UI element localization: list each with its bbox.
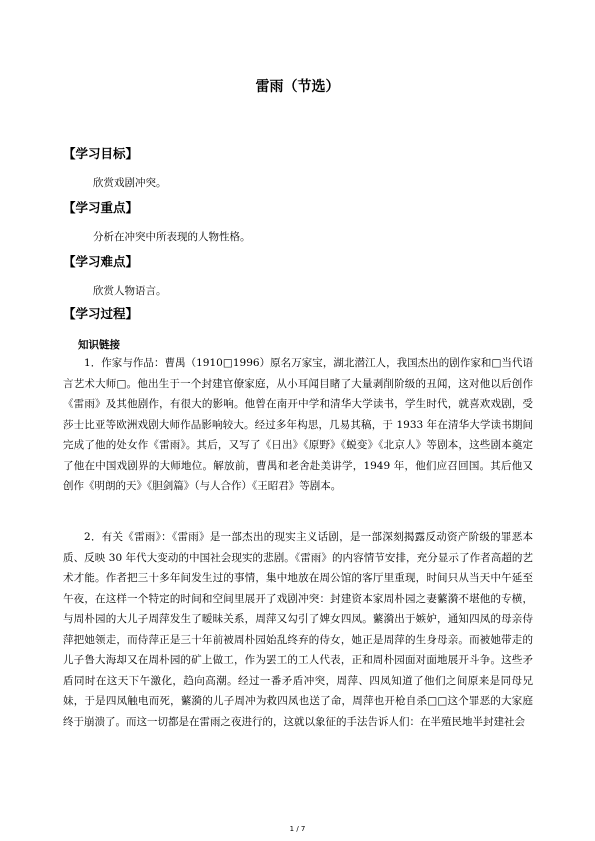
- knowledge-link-subheading: 知识链接: [78, 339, 120, 351]
- page-title: 雷雨（节选）: [255, 79, 340, 95]
- section-body-goals: 欣赏戏剧冲突。: [93, 177, 167, 189]
- section-heading-goals: 【学习目标】: [63, 146, 139, 161]
- paragraph-author-works: 1．作家与作品：曹禺（1910□1996）原名万家宝，湖北潜江人，我国杰出的剧作家和□当代语言艺术大师□。他出生于一个封建官僚家庭，从小耳闻目睹了大量剥削阶级的丑闻，这对他以后创作《雷雨》及其他剧作，有很大的影响。他曾在南开中学和清华大学读书，学生时代，就喜欢戏剧，受莎士比亚等欧洲戏剧大师作品影响较大。经过多年构思，几易其稿，于 1933 年在清华大学读书期间完成了他的处女作《雷雨》。其后，又写了《日出》《原野》《蜕变》《北京人》等剧本，这些剧本奠定了他在中国戏剧界的大师地位。解放前，曹禺和老舍赴美讲学，1949 年，他们应召回国。其后他又创作《明朗的天》《胆剑篇》（与人合作）《王昭君》等剧本。: [63, 357, 533, 492]
- section-heading-process: 【学习过程】: [63, 306, 139, 321]
- page-number: 1 / 7: [289, 825, 306, 833]
- section-heading-difficulty: 【学习难点】: [63, 254, 139, 269]
- section-body-focus: 分析在冲突中所表现的人物性格。: [93, 231, 251, 243]
- section-body-difficulty: 欣赏人物语言。: [93, 285, 167, 297]
- section-heading-focus: 【学习重点】: [63, 200, 139, 215]
- paragraph-about-thunderstorm: 2．有关《雷雨》：《雷雨》是一部杰出的现实主义话剧，是一部深刻揭露反动资产阶级的罪恶本质、反映 30 年代大变动的中国社会现实的悲剧。《雷雨》的内容情节安排，充分显示了作者高超的艺术才能。作者把三十多年间发生过的事情，集中地放在周公馆的客厅里重现，时间只从当天中午延至午夜，在这样一个特定的时间和空间里展开了戏剧冲突：封建资本家周朴园之妻蘩漪不堪他的专横，与周朴园的大儿子周萍发生了暧昧关系，周萍又勾引了婢女四凤。蘩漪出于嫉妒，通知四凤的母亲侍萍把她领走，而侍萍正是三十年前被周朴园始乱终弃的侍女，她正是周萍的生身母亲。而被她带走的儿子鲁大海却又在周朴园的矿上做工，作为罢工的工人代表，正和周朴园面对面地展开斗争。这些矛盾同时在这天下午激化，趋向高潮。经过一番矛盾冲突，周萍、四凤知道了他们之间原来是同母兄妹，于是四凤触电而死，蘩漪的儿子周冲为救四凤也送了命，周萍也开枪自杀□□这个罪恶的大家庭终于崩溃了。而这一切都是在雷雨之夜进行的，这就以象征的手法告诉人们：在半殖民地半封建社会: [63, 531, 533, 728]
